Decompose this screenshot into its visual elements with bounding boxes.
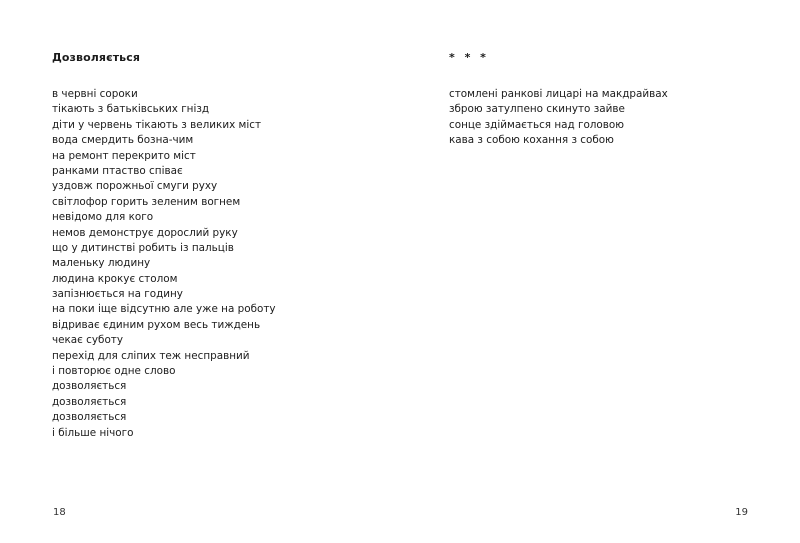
poem-right <box>449 51 668 149</box>
poem-line: і більше нічого <box>52 426 134 439</box>
poem-line: перехід для сліпих теж несправний <box>52 349 250 362</box>
poem-line: стомлені ранкові лицарі на макдрайвах <box>449 88 668 100</box>
poem-line: зброю затулпено скинуто зайве <box>449 103 625 116</box>
right-page <box>400 0 800 543</box>
page-number-right: 19 <box>735 507 748 518</box>
poem-title: Дозволяється <box>52 51 141 64</box>
poem-line: кава з собою кохання з собою <box>449 134 614 147</box>
poem-line: сонце здіймається над головою <box>449 118 625 131</box>
poem-line: вода смердить бозна-чим <box>52 134 194 147</box>
poem-line: на ремонт перекрито міст <box>52 149 196 162</box>
poem-line: маленьку людину <box>52 257 151 270</box>
poem-lines-left <box>52 87 276 441</box>
page-number-left: 18 <box>53 507 66 518</box>
poem-line: на поки іще відсутню але уже на роботу <box>52 303 276 316</box>
poem-line: немов демонструє дорослий руку <box>52 226 238 239</box>
poem-line: чекає суботу <box>52 334 124 347</box>
poem-line: відриває єдиним рухом весь тиждень <box>52 318 261 331</box>
poem-line: дозволяється <box>52 380 127 393</box>
poem-line: дозволяється <box>52 395 127 408</box>
poem-lines-right <box>449 87 668 149</box>
poem-line: уздовж порожньої смуги руху <box>52 180 218 193</box>
poem-line: дозволяється <box>52 411 127 424</box>
poem-line: невідомо для кого <box>52 211 154 224</box>
poem-line: діти у червень тікають з великих міст <box>52 118 262 131</box>
poem-line: ранками птаство співає <box>52 164 183 177</box>
poem-line: світлофор горить зеленим вогнем <box>52 195 241 208</box>
poem-line: людина крокує столом <box>52 272 178 285</box>
poem-left <box>52 51 276 441</box>
poem-line: тікають з батьківських гнізд <box>52 103 210 116</box>
poem-line: і повторює одне слово <box>52 365 176 378</box>
poem-line: що у дитинстві робить із пальців <box>52 241 234 254</box>
poem-asterism: * * * <box>449 51 489 64</box>
poem-line: в червні сороки <box>52 88 138 100</box>
poem-line: запізнюється на годину <box>52 288 183 301</box>
